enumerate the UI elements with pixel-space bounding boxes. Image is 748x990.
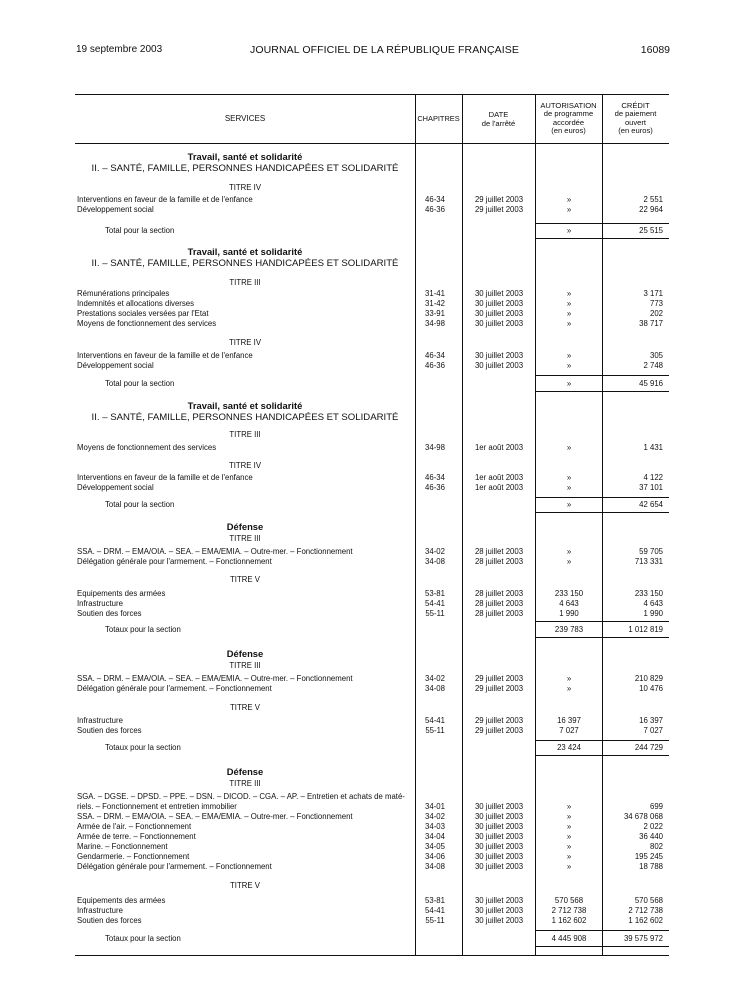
row-label-text: Développement social bbox=[77, 361, 154, 370]
row-label bbox=[77, 684, 413, 694]
titre-label: TITRE V bbox=[230, 881, 260, 890]
row-date: 30 juillet 2003 bbox=[474, 822, 524, 831]
row-credit: 2 551 bbox=[643, 195, 663, 204]
row-date: 30 juillet 2003 bbox=[474, 862, 524, 871]
row-date: 29 juillet 2003 bbox=[474, 195, 524, 204]
table-row bbox=[75, 802, 669, 812]
total-autorisation: » bbox=[566, 379, 572, 388]
row-date: 30 juillet 2003 bbox=[474, 289, 524, 298]
row-credit: 1 431 bbox=[643, 443, 663, 452]
table-row bbox=[75, 205, 669, 215]
total-label bbox=[105, 226, 413, 236]
total-rule bbox=[535, 497, 669, 498]
page-header bbox=[76, 44, 670, 58]
row-credit: 570 568 bbox=[634, 896, 663, 905]
total-rule bbox=[535, 512, 669, 513]
table-row bbox=[75, 792, 669, 802]
row-label-text: Délégation générale pour l'armement. – Fonctionnement bbox=[77, 557, 272, 566]
row-label bbox=[77, 674, 413, 684]
row-autorisation: 4 643 bbox=[559, 599, 579, 608]
row-label bbox=[77, 299, 413, 309]
row-label-text: Armée de l'air. – Fonctionnement bbox=[77, 822, 192, 831]
row-chapitre: 46-36 bbox=[425, 483, 445, 492]
table-row bbox=[75, 289, 669, 299]
row-credit: 38 717 bbox=[639, 319, 663, 328]
total-autorisation: » bbox=[566, 500, 572, 509]
total-credit: 25 515 bbox=[639, 226, 663, 235]
row-label bbox=[77, 716, 413, 726]
table-row bbox=[75, 832, 669, 842]
credits-table bbox=[75, 94, 669, 956]
row-chapitre: 34-98 bbox=[425, 319, 445, 328]
row-autorisation: 570 568 bbox=[554, 896, 584, 905]
row-label-text: Interventions en faveur de la famille et de l'enfance bbox=[77, 351, 253, 360]
row-credit: 34 678 068 bbox=[623, 812, 663, 821]
row-label-text: Equipements des armées bbox=[77, 589, 166, 598]
row-label bbox=[77, 483, 413, 493]
row-autorisation: » bbox=[566, 299, 572, 308]
row-autorisation: » bbox=[566, 802, 572, 811]
header-services: SERVICES bbox=[224, 114, 266, 123]
section-ministry: Défense bbox=[226, 521, 264, 532]
total-rule bbox=[535, 375, 669, 376]
titre-label: TITRE V bbox=[230, 703, 260, 712]
row-date: 30 juillet 2003 bbox=[474, 309, 524, 318]
row-date: 30 juillet 2003 bbox=[474, 361, 524, 370]
total-row bbox=[75, 934, 669, 944]
total-row bbox=[75, 500, 669, 510]
header-credit: CRÉDIT de paiement ouvert (en euros) bbox=[614, 101, 657, 136]
table-row bbox=[75, 726, 669, 736]
row-chapitre: 34-06 bbox=[425, 852, 445, 861]
row-chapitre: 34-01 bbox=[425, 802, 445, 811]
row-credit: 3 171 bbox=[643, 289, 663, 298]
titre-label: TITRE III bbox=[229, 430, 261, 439]
table-row bbox=[75, 351, 669, 361]
row-label bbox=[77, 309, 413, 319]
row-label-text: Développement social bbox=[77, 205, 154, 214]
row-label-text: Infrastructure bbox=[77, 716, 123, 725]
row-chapitre: 33-91 bbox=[425, 309, 445, 318]
section-ministry: Défense bbox=[226, 648, 264, 659]
row-chapitre: 55-11 bbox=[425, 916, 445, 925]
total-credit: 39 575 972 bbox=[623, 934, 663, 943]
row-autorisation: » bbox=[566, 832, 572, 841]
row-date: 30 juillet 2003 bbox=[474, 896, 524, 905]
section-ministry: Défense bbox=[226, 766, 264, 777]
row-credit: 1 162 602 bbox=[628, 916, 663, 925]
row-label-text: Délégation générale pour l'armement. – Fonctionnement bbox=[77, 862, 272, 871]
row-label bbox=[77, 319, 413, 329]
row-label-text: Rémunérations principales bbox=[77, 289, 170, 298]
total-rule bbox=[535, 238, 669, 239]
table-row bbox=[75, 319, 669, 329]
row-autorisation: 1 990 bbox=[559, 609, 579, 618]
row-autorisation: » bbox=[566, 557, 572, 566]
row-autorisation: » bbox=[566, 205, 572, 214]
row-chapitre: 53-81 bbox=[425, 589, 445, 598]
row-label bbox=[77, 822, 413, 832]
issue-date: 19 septembre 2003 bbox=[76, 44, 163, 55]
row-chapitre: 34-04 bbox=[425, 832, 445, 841]
row-label bbox=[77, 473, 413, 483]
table-row bbox=[75, 443, 669, 453]
total-label bbox=[105, 500, 413, 510]
row-date: 29 juillet 2003 bbox=[474, 205, 524, 214]
table-row bbox=[75, 812, 669, 822]
table-row bbox=[75, 684, 669, 694]
total-label-text: Totaux pour la section bbox=[105, 743, 181, 752]
row-label bbox=[77, 205, 413, 215]
section-ministry: Travail, santé et solidarité bbox=[187, 151, 303, 162]
row-date: 30 juillet 2003 bbox=[474, 906, 524, 915]
titre-label: TITRE V bbox=[230, 575, 260, 584]
total-label bbox=[105, 379, 413, 389]
row-chapitre: 34-02 bbox=[425, 812, 445, 821]
row-label-text: Moyens de fonctionnement des services bbox=[77, 319, 217, 328]
section-heading bbox=[75, 151, 415, 175]
row-date: 1er août 2003 bbox=[474, 443, 524, 452]
row-label-text: Equipements des armées bbox=[77, 896, 166, 905]
total-rule bbox=[535, 637, 669, 638]
row-label-text: Prestations sociales versées par l'Etat bbox=[77, 309, 209, 318]
row-credit: 202 bbox=[649, 309, 663, 318]
row-autorisation: » bbox=[566, 547, 572, 556]
titre-label: TITRE III bbox=[229, 779, 261, 788]
section-title: II. – SANTÉ, FAMILLE, PERSONNES HANDICAPÉES ET SOLIDARITÉ bbox=[91, 258, 399, 269]
row-label bbox=[77, 599, 413, 609]
journal-title: JOURNAL OFFICIEL DE LA RÉPUBLIQUE FRANÇAISE bbox=[250, 44, 519, 56]
titre-label: TITRE III bbox=[229, 661, 261, 670]
total-autorisation: 23 424 bbox=[557, 743, 581, 752]
row-label-text: SGA. – DGSE. – DPSD. – PPE. – DSN. – DICOD. – CGA. – AP. – Entretien et achats de maté- bbox=[77, 792, 405, 801]
row-date: 30 juillet 2003 bbox=[474, 916, 524, 925]
row-date: 30 juillet 2003 bbox=[474, 351, 524, 360]
row-chapitre: 34-05 bbox=[425, 842, 445, 851]
table-row bbox=[75, 483, 669, 493]
row-label bbox=[77, 351, 413, 361]
row-date: 29 juillet 2003 bbox=[474, 684, 524, 693]
row-chapitre: 31-42 bbox=[425, 299, 445, 308]
section-heading bbox=[75, 766, 415, 778]
row-date: 28 juillet 2003 bbox=[474, 557, 524, 566]
titre-label: TITRE IV bbox=[228, 183, 262, 192]
row-chapitre: 34-08 bbox=[425, 862, 445, 871]
row-autorisation: » bbox=[566, 674, 572, 683]
row-autorisation: 7 027 bbox=[559, 726, 579, 735]
row-credit: 305 bbox=[649, 351, 663, 360]
total-rule bbox=[535, 621, 669, 622]
row-label bbox=[77, 812, 413, 822]
section-heading bbox=[75, 648, 415, 660]
header-date: DATE de l'arrêté bbox=[481, 110, 516, 128]
row-chapitre: 46-34 bbox=[425, 351, 445, 360]
row-autorisation: » bbox=[566, 195, 572, 204]
table-row bbox=[75, 609, 669, 619]
total-row bbox=[75, 625, 669, 635]
table-row bbox=[75, 309, 669, 319]
table-row bbox=[75, 896, 669, 906]
row-chapitre: 34-02 bbox=[425, 674, 445, 683]
row-chapitre: 46-34 bbox=[425, 195, 445, 204]
row-label-text: Interventions en faveur de la famille et de l'enfance bbox=[77, 195, 253, 204]
table-row bbox=[75, 361, 669, 371]
row-autorisation: » bbox=[566, 852, 572, 861]
section-heading bbox=[75, 400, 415, 424]
row-credit: 2 022 bbox=[643, 822, 663, 831]
total-rule bbox=[535, 391, 669, 392]
row-credit: 37 101 bbox=[639, 483, 663, 492]
row-date: 1er août 2003 bbox=[474, 483, 524, 492]
row-autorisation: » bbox=[566, 309, 572, 318]
row-label-text: Gendarmerie. – Fonctionnement bbox=[77, 852, 190, 861]
table-row bbox=[75, 547, 669, 557]
row-label bbox=[77, 443, 413, 453]
total-credit: 244 729 bbox=[634, 743, 663, 752]
row-credit: 4 122 bbox=[643, 473, 663, 482]
row-credit: 233 150 bbox=[634, 589, 663, 598]
row-label-text: Développement social bbox=[77, 483, 154, 492]
total-rule bbox=[535, 930, 669, 931]
row-label-text: Soutien des forces bbox=[77, 609, 142, 618]
row-autorisation: » bbox=[566, 443, 572, 452]
row-date: 28 juillet 2003 bbox=[474, 589, 524, 598]
row-credit: 773 bbox=[649, 299, 663, 308]
row-chapitre: 46-36 bbox=[425, 205, 445, 214]
row-label-text: Moyens de fonctionnement des services bbox=[77, 443, 217, 452]
row-credit: 16 397 bbox=[639, 716, 663, 725]
total-rule bbox=[535, 740, 669, 741]
table-row bbox=[75, 674, 669, 684]
row-autorisation: » bbox=[566, 289, 572, 298]
titre-label: TITRE III bbox=[229, 278, 261, 287]
row-label bbox=[77, 289, 413, 299]
column-headers bbox=[75, 95, 669, 144]
row-credit: 713 331 bbox=[634, 557, 663, 566]
row-autorisation: » bbox=[566, 319, 572, 328]
row-autorisation: » bbox=[566, 812, 572, 821]
row-chapitre: 53-81 bbox=[425, 896, 445, 905]
total-label-text: Totaux pour la section bbox=[105, 625, 181, 634]
table-row bbox=[75, 299, 669, 309]
section-title: II. – SANTÉ, FAMILLE, PERSONNES HANDICAPÉES ET SOLIDARITÉ bbox=[91, 412, 399, 423]
total-row bbox=[75, 379, 669, 389]
row-credit: 4 643 bbox=[643, 599, 663, 608]
row-autorisation: » bbox=[566, 862, 572, 871]
row-autorisation: 2 712 738 bbox=[551, 906, 587, 915]
row-date: 29 juillet 2003 bbox=[474, 716, 524, 725]
table-row bbox=[75, 589, 669, 599]
row-label bbox=[77, 195, 413, 205]
row-autorisation: 16 397 bbox=[557, 716, 581, 725]
row-chapitre: 34-08 bbox=[425, 684, 445, 693]
row-date: 30 juillet 2003 bbox=[474, 842, 524, 851]
row-autorisation: 233 150 bbox=[554, 589, 584, 598]
row-date: 30 juillet 2003 bbox=[474, 812, 524, 821]
row-credit: 2 748 bbox=[643, 361, 663, 370]
section-heading bbox=[75, 246, 415, 270]
row-chapitre: 46-36 bbox=[425, 361, 445, 370]
header-chapitres: CHAPITRES bbox=[417, 114, 460, 123]
row-label-text: Interventions en faveur de la famille et de l'enfance bbox=[77, 473, 253, 482]
row-autorisation: » bbox=[566, 483, 572, 492]
total-row bbox=[75, 743, 669, 753]
row-autorisation: » bbox=[566, 842, 572, 851]
row-credit: 2 712 738 bbox=[628, 906, 663, 915]
row-label-text: SSA. – DRM. – EMA/OIA. – SEA. – EMA/EMIA. – Outre-mer. – Fonctionnement bbox=[77, 674, 353, 683]
row-credit: 59 705 bbox=[639, 547, 663, 556]
row-date: 28 juillet 2003 bbox=[474, 599, 524, 608]
row-autorisation: » bbox=[566, 351, 572, 360]
total-label bbox=[105, 625, 413, 635]
total-label-text: Total pour la section bbox=[105, 500, 175, 509]
row-date: 28 juillet 2003 bbox=[474, 547, 524, 556]
table-row bbox=[75, 852, 669, 862]
table-row bbox=[75, 599, 669, 609]
row-date: 1er août 2003 bbox=[474, 473, 524, 482]
row-date: 30 juillet 2003 bbox=[474, 299, 524, 308]
table-row bbox=[75, 473, 669, 483]
table-row bbox=[75, 195, 669, 205]
row-label bbox=[77, 726, 413, 736]
row-credit: 210 829 bbox=[634, 674, 663, 683]
header-autorisation: AUTORISATION de programme accordée (en euros) bbox=[540, 101, 597, 136]
table-row bbox=[75, 716, 669, 726]
row-chapitre: 55-11 bbox=[425, 609, 445, 618]
row-credit: 1 990 bbox=[643, 609, 663, 618]
row-label bbox=[77, 792, 413, 802]
row-label bbox=[77, 862, 413, 872]
section-ministry: Travail, santé et solidarité bbox=[187, 400, 303, 411]
titre-label: TITRE III bbox=[229, 534, 261, 543]
row-label-text: Infrastructure bbox=[77, 599, 123, 608]
total-rule bbox=[535, 223, 669, 224]
row-label-text: Soutien des forces bbox=[77, 726, 142, 735]
row-label bbox=[77, 842, 413, 852]
row-chapitre: 34-98 bbox=[425, 443, 445, 452]
total-label-text: Total pour la section bbox=[105, 226, 175, 235]
total-autorisation: 4 445 908 bbox=[551, 934, 587, 943]
row-credit: 802 bbox=[649, 842, 663, 851]
total-label-text: Totaux pour la section bbox=[105, 934, 181, 943]
row-date: 30 juillet 2003 bbox=[474, 832, 524, 841]
row-label-text: riels. – Fonctionnement et entretien immobilier bbox=[77, 802, 237, 811]
total-label bbox=[105, 743, 413, 753]
row-credit: 699 bbox=[649, 802, 663, 811]
row-autorisation: » bbox=[566, 684, 572, 693]
total-autorisation: 239 783 bbox=[554, 625, 584, 634]
row-label bbox=[77, 852, 413, 862]
row-date: 30 juillet 2003 bbox=[474, 802, 524, 811]
row-credit: 36 440 bbox=[639, 832, 663, 841]
row-chapitre: 55-11 bbox=[425, 726, 445, 735]
total-autorisation: » bbox=[566, 226, 572, 235]
row-autorisation: » bbox=[566, 361, 572, 370]
table-row bbox=[75, 842, 669, 852]
row-date: 28 juillet 2003 bbox=[474, 609, 524, 618]
total-label bbox=[105, 934, 413, 944]
row-autorisation: » bbox=[566, 822, 572, 831]
row-credit: 22 964 bbox=[639, 205, 663, 214]
row-chapitre: 34-03 bbox=[425, 822, 445, 831]
table-row bbox=[75, 822, 669, 832]
row-autorisation: » bbox=[566, 473, 572, 482]
row-date: 29 juillet 2003 bbox=[474, 674, 524, 683]
row-chapitre: 31-41 bbox=[425, 289, 445, 298]
total-credit: 42 654 bbox=[639, 500, 663, 509]
row-label-text: Délégation générale pour l'armement. – Fonctionnement bbox=[77, 684, 272, 693]
row-chapitre: 54-41 bbox=[425, 716, 445, 725]
titre-label: TITRE IV bbox=[228, 338, 262, 347]
row-label bbox=[77, 609, 413, 619]
page-number: 16089 bbox=[640, 44, 670, 56]
row-label-text: Infrastructure bbox=[77, 906, 123, 915]
section-ministry: Travail, santé et solidarité bbox=[187, 246, 303, 257]
total-label-text: Total pour la section bbox=[105, 379, 175, 388]
row-label-text: SSA. – DRM. – EMA/OIA. – SEA. – EMA/EMIA. – Outre-mer. – Fonctionnement bbox=[77, 812, 353, 821]
row-label bbox=[77, 557, 413, 567]
row-date: 30 juillet 2003 bbox=[474, 319, 524, 328]
total-credit: 45 916 bbox=[639, 379, 663, 388]
total-credit: 1 012 819 bbox=[628, 625, 663, 634]
row-credit: 18 788 bbox=[639, 862, 663, 871]
row-label bbox=[77, 832, 413, 842]
row-label-text: Armée de terre. – Fonctionnement bbox=[77, 832, 196, 841]
row-chapitre: 54-41 bbox=[425, 599, 445, 608]
row-label-text: SSA. – DRM. – EMA/OIA. – SEA. – EMA/EMIA. – Outre-mer. – Fonctionnement bbox=[77, 547, 353, 556]
table-row bbox=[75, 906, 669, 916]
row-date: 29 juillet 2003 bbox=[474, 726, 524, 735]
row-credit: 10 476 bbox=[639, 684, 663, 693]
row-label-text: Soutien des forces bbox=[77, 916, 142, 925]
total-rule bbox=[535, 755, 669, 756]
section-title: II. – SANTÉ, FAMILLE, PERSONNES HANDICAPÉES ET SOLIDARITÉ bbox=[91, 163, 399, 174]
row-autorisation: 1 162 602 bbox=[551, 916, 587, 925]
row-label bbox=[77, 906, 413, 916]
row-label bbox=[77, 896, 413, 906]
row-credit: 195 245 bbox=[634, 852, 663, 861]
row-chapitre: 46-34 bbox=[425, 473, 445, 482]
total-rule bbox=[535, 946, 669, 947]
table-row bbox=[75, 862, 669, 872]
row-label bbox=[77, 547, 413, 557]
total-row bbox=[75, 226, 669, 236]
row-label-text: Indemnités et allocations diverses bbox=[77, 299, 195, 308]
row-date: 30 juillet 2003 bbox=[474, 852, 524, 861]
row-label bbox=[77, 802, 413, 812]
table-row bbox=[75, 557, 669, 567]
titre-label: TITRE IV bbox=[228, 461, 262, 470]
row-chapitre: 34-02 bbox=[425, 547, 445, 556]
row-label bbox=[77, 361, 413, 371]
section-heading bbox=[75, 521, 415, 533]
row-chapitre: 54-41 bbox=[425, 906, 445, 915]
row-label-text: Marine. – Fonctionnement bbox=[77, 842, 168, 851]
row-label bbox=[77, 589, 413, 599]
row-label bbox=[77, 916, 413, 926]
row-credit: 7 027 bbox=[643, 726, 663, 735]
table-row bbox=[75, 916, 669, 926]
row-chapitre: 34-08 bbox=[425, 557, 445, 566]
